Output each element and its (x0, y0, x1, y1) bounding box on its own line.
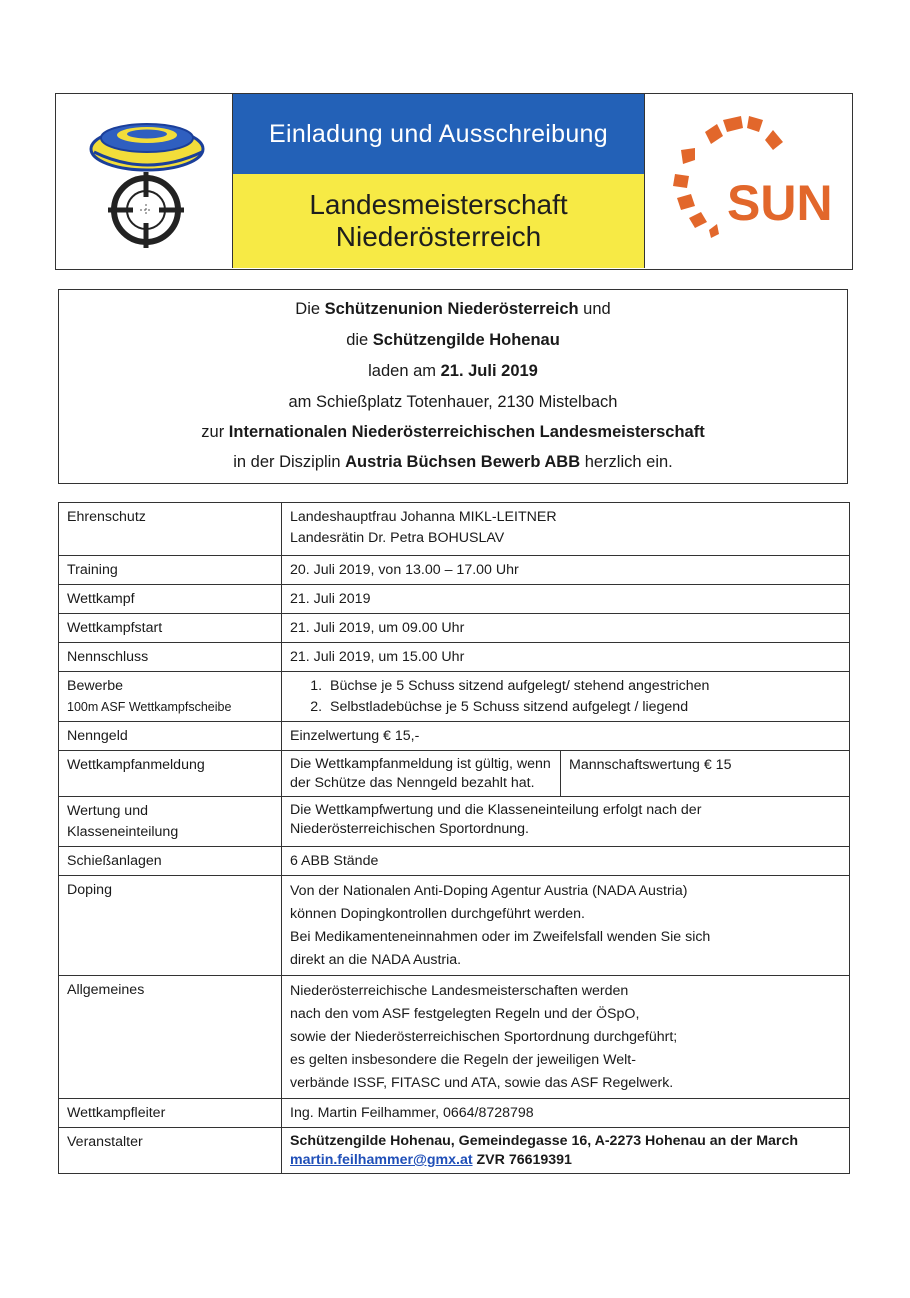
table-row (59, 672, 850, 722)
bewerbe-label: Bewerbe (67, 678, 123, 694)
allgemeines-line: Niederösterreichische Landesmeisterschaften werden (290, 983, 629, 999)
row-value: Ing. Martin Feilhammer, 0664/8728798 (282, 1099, 850, 1128)
bewerbe-sublabel: 100m ASF Wettkampfscheibe (67, 700, 232, 714)
intro-line-6: in der Disziplin Austria Büchsen Bewerb ABB herzlich ein. (233, 453, 673, 471)
table-row (59, 614, 850, 643)
row-value (282, 503, 850, 556)
row-label: Veranstalter (59, 1128, 282, 1174)
table-row (59, 503, 850, 556)
mannschaft-text: Mannschaftswertung € 15 (569, 757, 732, 773)
banner-title (233, 174, 644, 268)
intro-line-5: zur Internationalen Niederösterreichischen Landesmeisterschaft (201, 423, 705, 441)
allgemeines-line: es gelten insbesondere die Regeln der jeweiligen Welt- (290, 1052, 636, 1068)
allgemeines-line: verbände ISSF, FITASC und ATA, sowie das ASF Regelwerk. (290, 1075, 674, 1091)
table-row (59, 976, 850, 1099)
row-label: Doping (59, 876, 282, 976)
row-value: 21. Juli 2019 (282, 585, 850, 614)
doping-line: Bei Medikamenteneinnahmen oder im Zweifelsfall wenden Sie sich (290, 929, 711, 945)
row-label (59, 797, 282, 847)
row-label: Wettkampfanmeldung (59, 751, 282, 797)
clay-target-and-crosshair-icon (56, 94, 231, 266)
row-label: Ehrenschutz (59, 503, 282, 556)
wertung-label-1: Wertung und (67, 803, 148, 819)
row-value: 21. Juli 2019, um 09.00 Uhr (282, 614, 850, 643)
list-item: 2. Selbstladebüchse je 5 Schuss sitzend aufgelegt / liegend (326, 697, 841, 718)
table-row (59, 1099, 850, 1128)
table-row (59, 797, 850, 847)
row-label (59, 672, 282, 722)
sun-logo-text: SUN (727, 175, 833, 231)
doping-line: direkt an die NADA Austria. (290, 952, 462, 968)
row-value (282, 976, 850, 1099)
clay-target-logo (56, 94, 233, 268)
row-label: Training (59, 556, 282, 585)
row-label: Allgemeines (59, 976, 282, 1099)
intro-line-1: Die Schützenunion Niederösterreich und (295, 300, 611, 318)
patron-2: Landesrätin Dr. Petra BOHUSLAV (290, 530, 505, 546)
title-line-2: Niederösterreich (335, 221, 542, 252)
table-row (59, 1128, 850, 1174)
row-value (282, 1128, 850, 1174)
intro-line-2: die Schützengilde Hohenau (346, 331, 560, 349)
intro-line-3: laden am 21. Juli 2019 (368, 362, 538, 380)
row-label: Wettkampfstart (59, 614, 282, 643)
table-row (59, 876, 850, 976)
allgemeines-line: nach den vom ASF festgelegten Regeln und der ÖSpO, (290, 1006, 640, 1022)
sun-logo (644, 94, 852, 268)
organizer-address: Schützengilde Hohenau, Gemeindegasse 16, A-2273 Hohenau an der March (290, 1133, 798, 1149)
list-item: 1. Büchse je 5 Schuss sitzend aufgelegt/ stehend angestrichen (326, 676, 841, 697)
patron-1: Landeshauptfrau Johanna MIKL-LEITNER (290, 509, 557, 525)
table-row (59, 556, 850, 585)
row-value: Die Wettkampfwertung und die Klasseneinteilung erfolgt nach der Niederösterreichischen Sportordnung. (282, 797, 850, 847)
row-label: Nennschluss (59, 643, 282, 672)
row-value: 21. Juli 2019, um 15.00 Uhr (282, 643, 850, 672)
row-value (282, 672, 850, 722)
doping-line: Von der Nationalen Anti-Doping Agentur Austria (NADA Austria) (290, 883, 688, 899)
row-value (282, 876, 850, 976)
table-row (59, 847, 850, 876)
table-row (59, 722, 850, 751)
organizer-zvr: ZVR 76619391 (472, 1152, 572, 1168)
title-line-1: Landesmeisterschaft (309, 189, 568, 220)
row-value: 6 ABB Stände (282, 847, 850, 876)
row-value (282, 751, 850, 797)
allgemeines-line: sowie der Niederösterreichischen Sportordnung durchgeführt; (290, 1029, 678, 1045)
title-banner (233, 94, 644, 268)
table-row (59, 585, 850, 614)
details-table (58, 502, 850, 1174)
anmeldung-text: Die Wettkampfanmeldung ist gültig, wenn der Schütze das Nenngeld bezahlt hat. (282, 751, 561, 796)
wertung-label-2: Klasseneinteilung (67, 824, 179, 840)
row-label: Schießanlagen (59, 847, 282, 876)
row-label: Wettkampfleiter (59, 1099, 282, 1128)
row-label: Nenngeld (59, 722, 282, 751)
bewerbe-list (290, 676, 841, 718)
banner-subtitle: Einladung und Ausschreibung (233, 94, 644, 174)
header-banner (55, 93, 853, 270)
table-row (59, 751, 850, 797)
row-value: 20. Juli 2019, von 13.00 – 17.00 Uhr (282, 556, 850, 585)
intro-line-4: am Schießplatz Totenhauer, 2130 Mistelbach (288, 393, 618, 411)
row-value: Einzelwertung € 15,- (282, 722, 850, 751)
invitation-text-box (58, 289, 848, 484)
row-label: Wettkampf (59, 585, 282, 614)
sun-logo-icon (645, 94, 851, 266)
organizer-email-link[interactable]: martin.feilhammer@gmx.at (290, 1152, 473, 1168)
doping-line: können Dopingkontrollen durchgeführt werden. (290, 906, 585, 922)
table-row (59, 643, 850, 672)
